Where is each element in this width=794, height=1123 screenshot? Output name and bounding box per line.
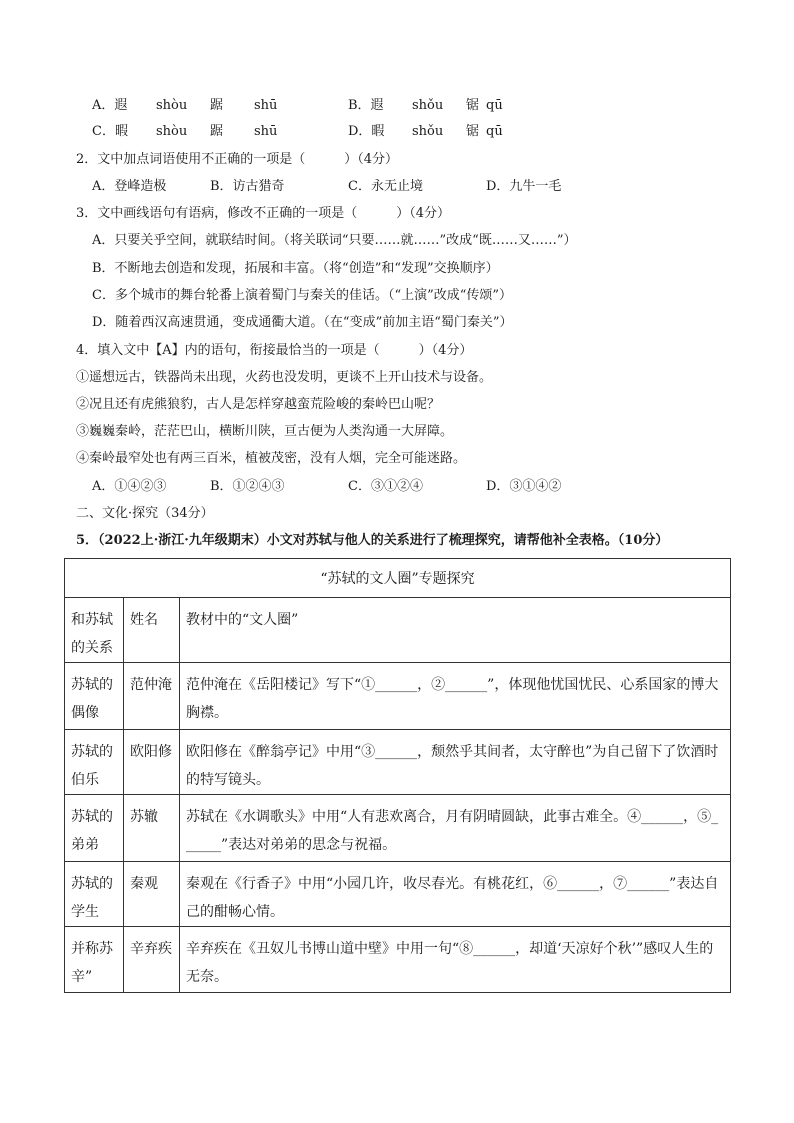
table-header-relation: 和苏轼的关系 — [65, 598, 124, 663]
q1-option-a-pinyin1: shòu — [156, 98, 188, 113]
q1-option-a-pinyin2: shū — [254, 98, 278, 113]
q1-option-c-pinyin1: shòu — [156, 124, 188, 139]
table-row-relation: 苏轼的学生 — [65, 862, 124, 927]
q2-option-b: B．访古猎奇 — [210, 179, 285, 194]
q2-option-c: C．永无止境 — [348, 179, 423, 194]
q3-stem: 3．文中画线语句有语病，修改不正确的一项是（ ）（4分） — [76, 206, 451, 221]
q4-sentence-1: ①遥想远古，铁器尚未出现，火药也没发明，更谈不上开山技术与设备。 — [76, 370, 493, 385]
table-row-relation: 苏轼的弟弟 — [65, 795, 124, 862]
table-row-content: 秦观在《行香子》中用“小园几许，收尽春光。有桃花红，⑥______，⑦______”表达自己的酣畅心情。 — [180, 862, 731, 927]
q1-option-b-char1: B．遐 — [348, 98, 384, 113]
q4-sentence-4: ④秦岭最窄处也有两三百米，植被茂密，没有人烟，完全可能迷路。 — [76, 451, 467, 466]
section-heading: 二、文化·探究（34分） — [76, 506, 214, 521]
table-row-name: 范仲淹 — [124, 663, 180, 730]
q2-stem: 2．文中加点词语使用不正确的一项是（ ）（4分） — [76, 152, 399, 167]
q4-option-a: A．①④②③ — [92, 479, 167, 494]
table-row-content: 欧阳修在《醉翁亭记》中用“③______，颓然乎其间者，太守醉也”为自己留下了饮酒时的特写镜头。 — [180, 730, 731, 795]
q1-option-a-char2: 踞 — [210, 98, 224, 113]
q4-option-b: B．①②④③ — [210, 479, 285, 494]
q5-stem: 5．（2022上·浙江·九年级期末）小文对苏轼与他人的关系进行了梳理探究，请帮他补全表格。（10分） — [76, 533, 669, 548]
table-title: “苏轼的文人圈”专题探究 — [65, 559, 731, 598]
table-row-relation: 苏轼的伯乐 — [65, 730, 124, 795]
q3-option-a: A．只要关乎空间，就联结时间。（将关联词“只要……就……”改成“既……又……”） — [92, 233, 577, 248]
q3-option-c: C．多个城市的舞台轮番上演着蜀门与秦关的佳话。（“上演”改成“传颂”） — [92, 288, 513, 303]
suShi-circle-table — [64, 558, 731, 993]
table-row-name: 欧阳修 — [124, 730, 180, 795]
table-row-relation: 并称苏辛” — [65, 927, 124, 993]
table-row-content: 范仲淹在《岳阳楼记》写下“①______，②______”，体现他忧国忧民、心系国家的博大胸襟。 — [180, 663, 731, 730]
q4-sentence-2: ②况且还有虎熊狼豹，古人是怎样穿越蛮荒险峻的秦岭巴山呢？ — [76, 397, 441, 412]
table-row-content: 苏轼在《水调歌头》中用“人有悲欢离合，月有阴晴圆缺，此事古难全。④______，⑤______”表达对弟弟的思念与祝福。 — [180, 795, 731, 862]
q1-option-c-char1: C．暇 — [92, 124, 128, 139]
table-header-circle: 教材中的“文人圈” — [180, 598, 731, 663]
q1-option-d-char1: D．暇 — [348, 124, 385, 139]
q1-option-d-pinyin1: shǒu — [412, 124, 444, 139]
q2-option-d: D．九牛一毛 — [486, 179, 562, 194]
q1-option-d-pinyin2: qū — [486, 124, 503, 139]
q1-option-a-char1: A．遐 — [92, 98, 128, 113]
q1-option-c-char2: 踞 — [210, 124, 224, 139]
q1-option-b-pinyin2: qū — [486, 98, 503, 113]
q1-option-d-char2: 锯 — [466, 124, 480, 139]
q1-option-b-char2: 锯 — [466, 98, 480, 113]
q3-option-d: D．随着西汉高速贯通，变成通衢大道。（在“变成”前加主语“蜀门秦关”） — [92, 315, 513, 330]
q4-option-d: D．③①④② — [486, 479, 562, 494]
q2-option-a: A．登峰造极 — [92, 179, 167, 194]
table-row-name: 苏辙 — [124, 795, 180, 862]
table-row-relation: 苏轼的偶像 — [65, 663, 124, 730]
table-row-name: 辛弃疾 — [124, 927, 180, 993]
table-row-name: 秦观 — [124, 862, 180, 927]
q4-sentence-3: ③巍巍秦岭，茫茫巴山，横断川陕，亘古便为人类沟通一大屏障。 — [76, 424, 454, 439]
q4-stem: 4．填入文中【A】内的语句，衔接最恰当的一项是（ ）（4分） — [76, 343, 473, 358]
table-row-content: 辛弃疾在《丑奴儿书博山道中壁》中用一句“⑧______，却道‘天凉好个秋’”感叹人生的无奈。 — [180, 927, 731, 993]
q4-option-c: C．③①②④ — [348, 479, 423, 494]
q1-option-c-pinyin2: shū — [254, 124, 278, 139]
q1-option-b-pinyin1: shǒu — [412, 98, 444, 113]
q3-option-b: B．不断地去创造和发现，拓展和丰富。（将“创造”和“发现”交换顺序） — [92, 261, 499, 276]
table-header-name: 姓名 — [124, 598, 180, 663]
